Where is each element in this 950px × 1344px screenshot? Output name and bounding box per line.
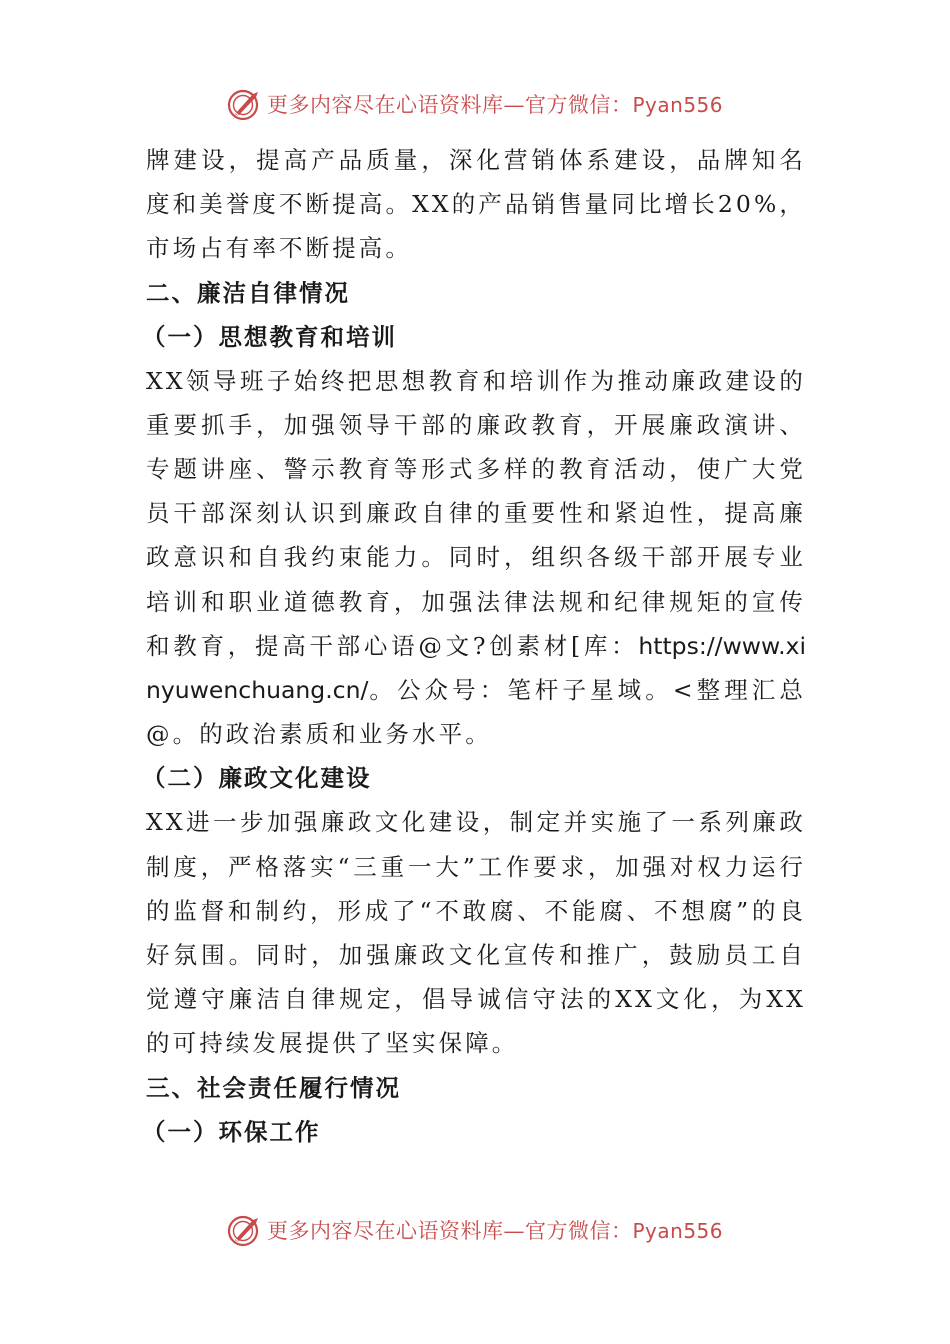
header-wechat-id: Pyan556 xyxy=(632,93,723,117)
pen-logo-icon xyxy=(227,1212,263,1248)
header-banner-text: 更多内容尽在心语资料库—官方微信：Pyan556 xyxy=(266,93,723,117)
header-banner xyxy=(0,84,950,124)
footer-wechat-id: Pyan556 xyxy=(632,1219,723,1243)
section-heading-3: 三、社会责任履行情况 xyxy=(146,1073,401,1102)
subsection-heading-3-1: （一）环保工作 xyxy=(142,1117,321,1146)
pen-logo-icon xyxy=(227,86,263,122)
footer-banner-text: 更多内容尽在心语资料库—官方微信：Pyan556 xyxy=(266,1219,723,1243)
subsection-heading-2-1: （一）思想教育和培训 xyxy=(142,322,397,351)
paragraph-2-2: XX进一步加强廉政文化建设，制定并实施了一系列廉政制度，严格落实“三重一大”工作要求，加强对权力运行的监督和制约，形成了“不敢腐、不能腐、不想腐”的良好氛围。同时，加强廉政文化宣传和推广，鼓励员工自觉遵守廉洁自律规定，倡导诚信守法的XX文化，为XX的可持续发展提供了坚实保障。 xyxy=(146,808,806,1058)
paragraph-intro: 牌建设，提高产品质量，深化营销体系建设，品牌知名度和美誉度不断提高。XX的产品销售量同比增长20%，市场占有率不断提高。 xyxy=(146,146,806,263)
paragraph-2-1: XX领导班子始终把思想教育和培训作为推动廉政建设的重要抓手，加强领导干部的廉政教育，开展廉政演讲、专题讲座、警示教育等形式多样的教育活动，使广大党员干部深刻认识到廉政自律的重要性和紧迫性，提高廉政意识和自我约束能力。同时，组织各级干部开展专业培训和职业道德教育，加强法律法规和纪律规矩的宣传和教育，提高干部心语@文?创素材[库：https://www.xinyuwenchuang.cn/。公众号：笔杆子星域。<整理汇总@。的政治素质和业务水平。 xyxy=(146,366,806,749)
subsection-heading-2-2: （二）廉政文化建设 xyxy=(142,764,372,793)
footer-banner xyxy=(0,1210,950,1250)
section-heading-2: 二、廉洁自律情况 xyxy=(146,278,350,307)
document-body xyxy=(142,138,806,1154)
website-link[interactable]: https://www.xinyuwenchuang.cn/ xyxy=(146,631,806,705)
